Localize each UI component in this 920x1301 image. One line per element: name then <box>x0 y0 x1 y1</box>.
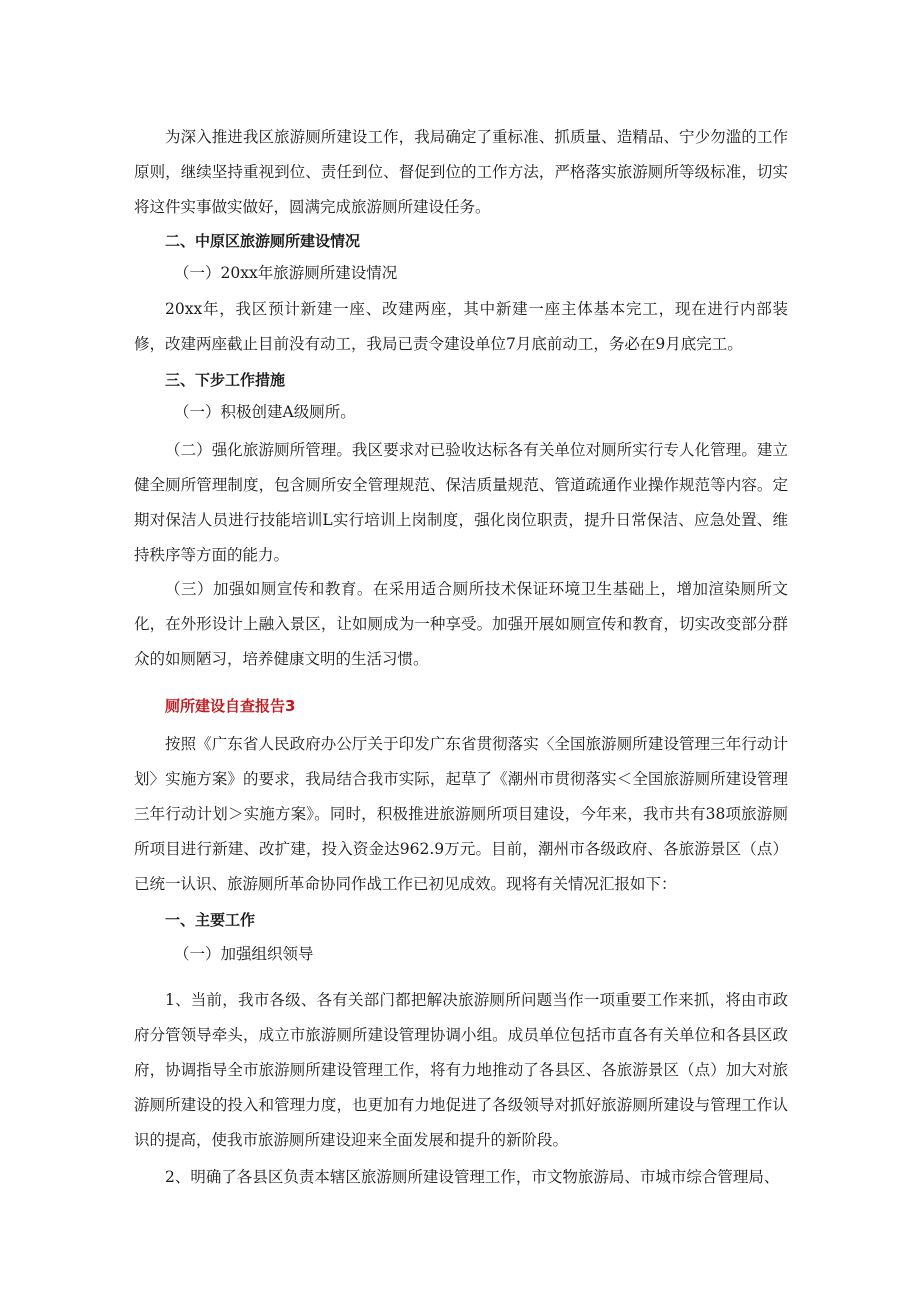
intro-paragraph-block <box>134 120 788 225</box>
report-subsection-1-1 <box>134 942 788 966</box>
report-item-1-block <box>134 983 788 1158</box>
section-heading: 二、中原区旅游厕所建设情况 <box>165 232 361 250</box>
section-heading: 三、下步工作措施 <box>165 371 286 389</box>
paragraph: 20xx年，我区预计新建一座、改建两座，其中新建一座主体基本完工，现在进行内部装修，改建两座截止目前没有动工，我局已责令建设单位7月底前动工，务必在9月底完工。 <box>134 300 788 353</box>
paragraph: 2、明确了各县区负责本辖区旅游厕所建设管理工作，市文物旅游局、市城市综合管理局、 <box>165 1168 780 1186</box>
paragraph-3-2-block <box>134 433 788 573</box>
section-heading: 一、主要工作 <box>165 911 256 929</box>
section-heading-3 <box>134 368 788 392</box>
subsection-heading: （一）积极创建A级厕所。 <box>174 403 356 421</box>
intro-paragraph: 为深入推进我区旅游厕所建设工作，我局确定了重标准、抓质量、造精品、宁少勿滥的工作原则，继续坚持重视到位、责任到位、督促到位的工作方法，严格落实旅游厕所等级标准，切实将这件实事做实做好，圆满完成旅游厕所建设任务。 <box>134 128 788 216</box>
report-title-block <box>134 694 788 718</box>
paragraph-2-1-block <box>134 292 788 362</box>
report-title: 厕所建设自查报告3 <box>165 697 296 715</box>
report-heading-1 <box>134 908 788 932</box>
paragraph: 1、当前，我市各级、各有关部门都把解决旅游厕所问题当作一项重要工作来抓，将由市政府分管领导牵头，成立市旅游厕所建设管理协调小组。成员单位包括市直各有关单位和各县区政府，协调指导全市旅游厕所建设管理工作，将有力地推动了各县区、各旅游景区（点）加大对旅游厕所建设的投入和管理力度，也更加有力地促进了各级领导对抓好旅游厕所建设与管理工作认识的提高，使我市旅游厕所建设迎来全面发展和提升的新阶段。 <box>134 991 788 1149</box>
report-intro-paragraph: 按照《广东省人民政府办公厅关于印发广东省贯彻落实〈全国旅游厕所建设管理三年行动计划〉实施方案》的要求，我局结合我市实际，起草了《潮州市贯彻落实＜全国旅游厕所建设管理三年行动计划＞实施方案》。同时，积极推进旅游厕所项目建设，今年来，我市共有38项旅游厕所项目进行新建、改扩建，投入资金达962.9万元。目前，潮州市各级政府、各旅游景区（点）已统一认识、旅游厕所革命协同作战工作已初见成效。现将有关情况汇报如下： <box>134 735 788 893</box>
paragraph-3-3-block <box>134 572 788 677</box>
subsection-heading: （一）加强组织领导 <box>174 945 314 963</box>
section-heading-2 <box>134 229 788 253</box>
report-item-2-block <box>134 1160 788 1195</box>
paragraph: （三）加强如厕宣传和教育。在采用适合厕所技术保证环境卫生基础上，增加渲染厕所文化，在外形设计上融入景区，让如厕成为一种享受。加强开展如厕宣传和教育，切实改变部分群众的如厕陋习，培养健康文明的生活习惯。 <box>134 580 788 668</box>
subsection-3-1 <box>134 400 788 424</box>
paragraph: （二）强化旅游厕所管理。我区要求对已验收达标各有关单位对厕所实行专人化管理。建立健全厕所管理制度，包含厕所安全管理规范、保洁质量规范、管道疏通作业操作规范等内容。定期对保洁人员进行技能培训L实行培训上岗制度，强化岗位职责，提升日常保洁、应急处置、维持秩序等方面的能力。 <box>134 441 788 564</box>
report-intro-block <box>134 727 788 902</box>
subsection-2-1 <box>134 261 788 285</box>
subsection-heading: （一）20xx年旅游厕所建设情况 <box>174 264 398 282</box>
